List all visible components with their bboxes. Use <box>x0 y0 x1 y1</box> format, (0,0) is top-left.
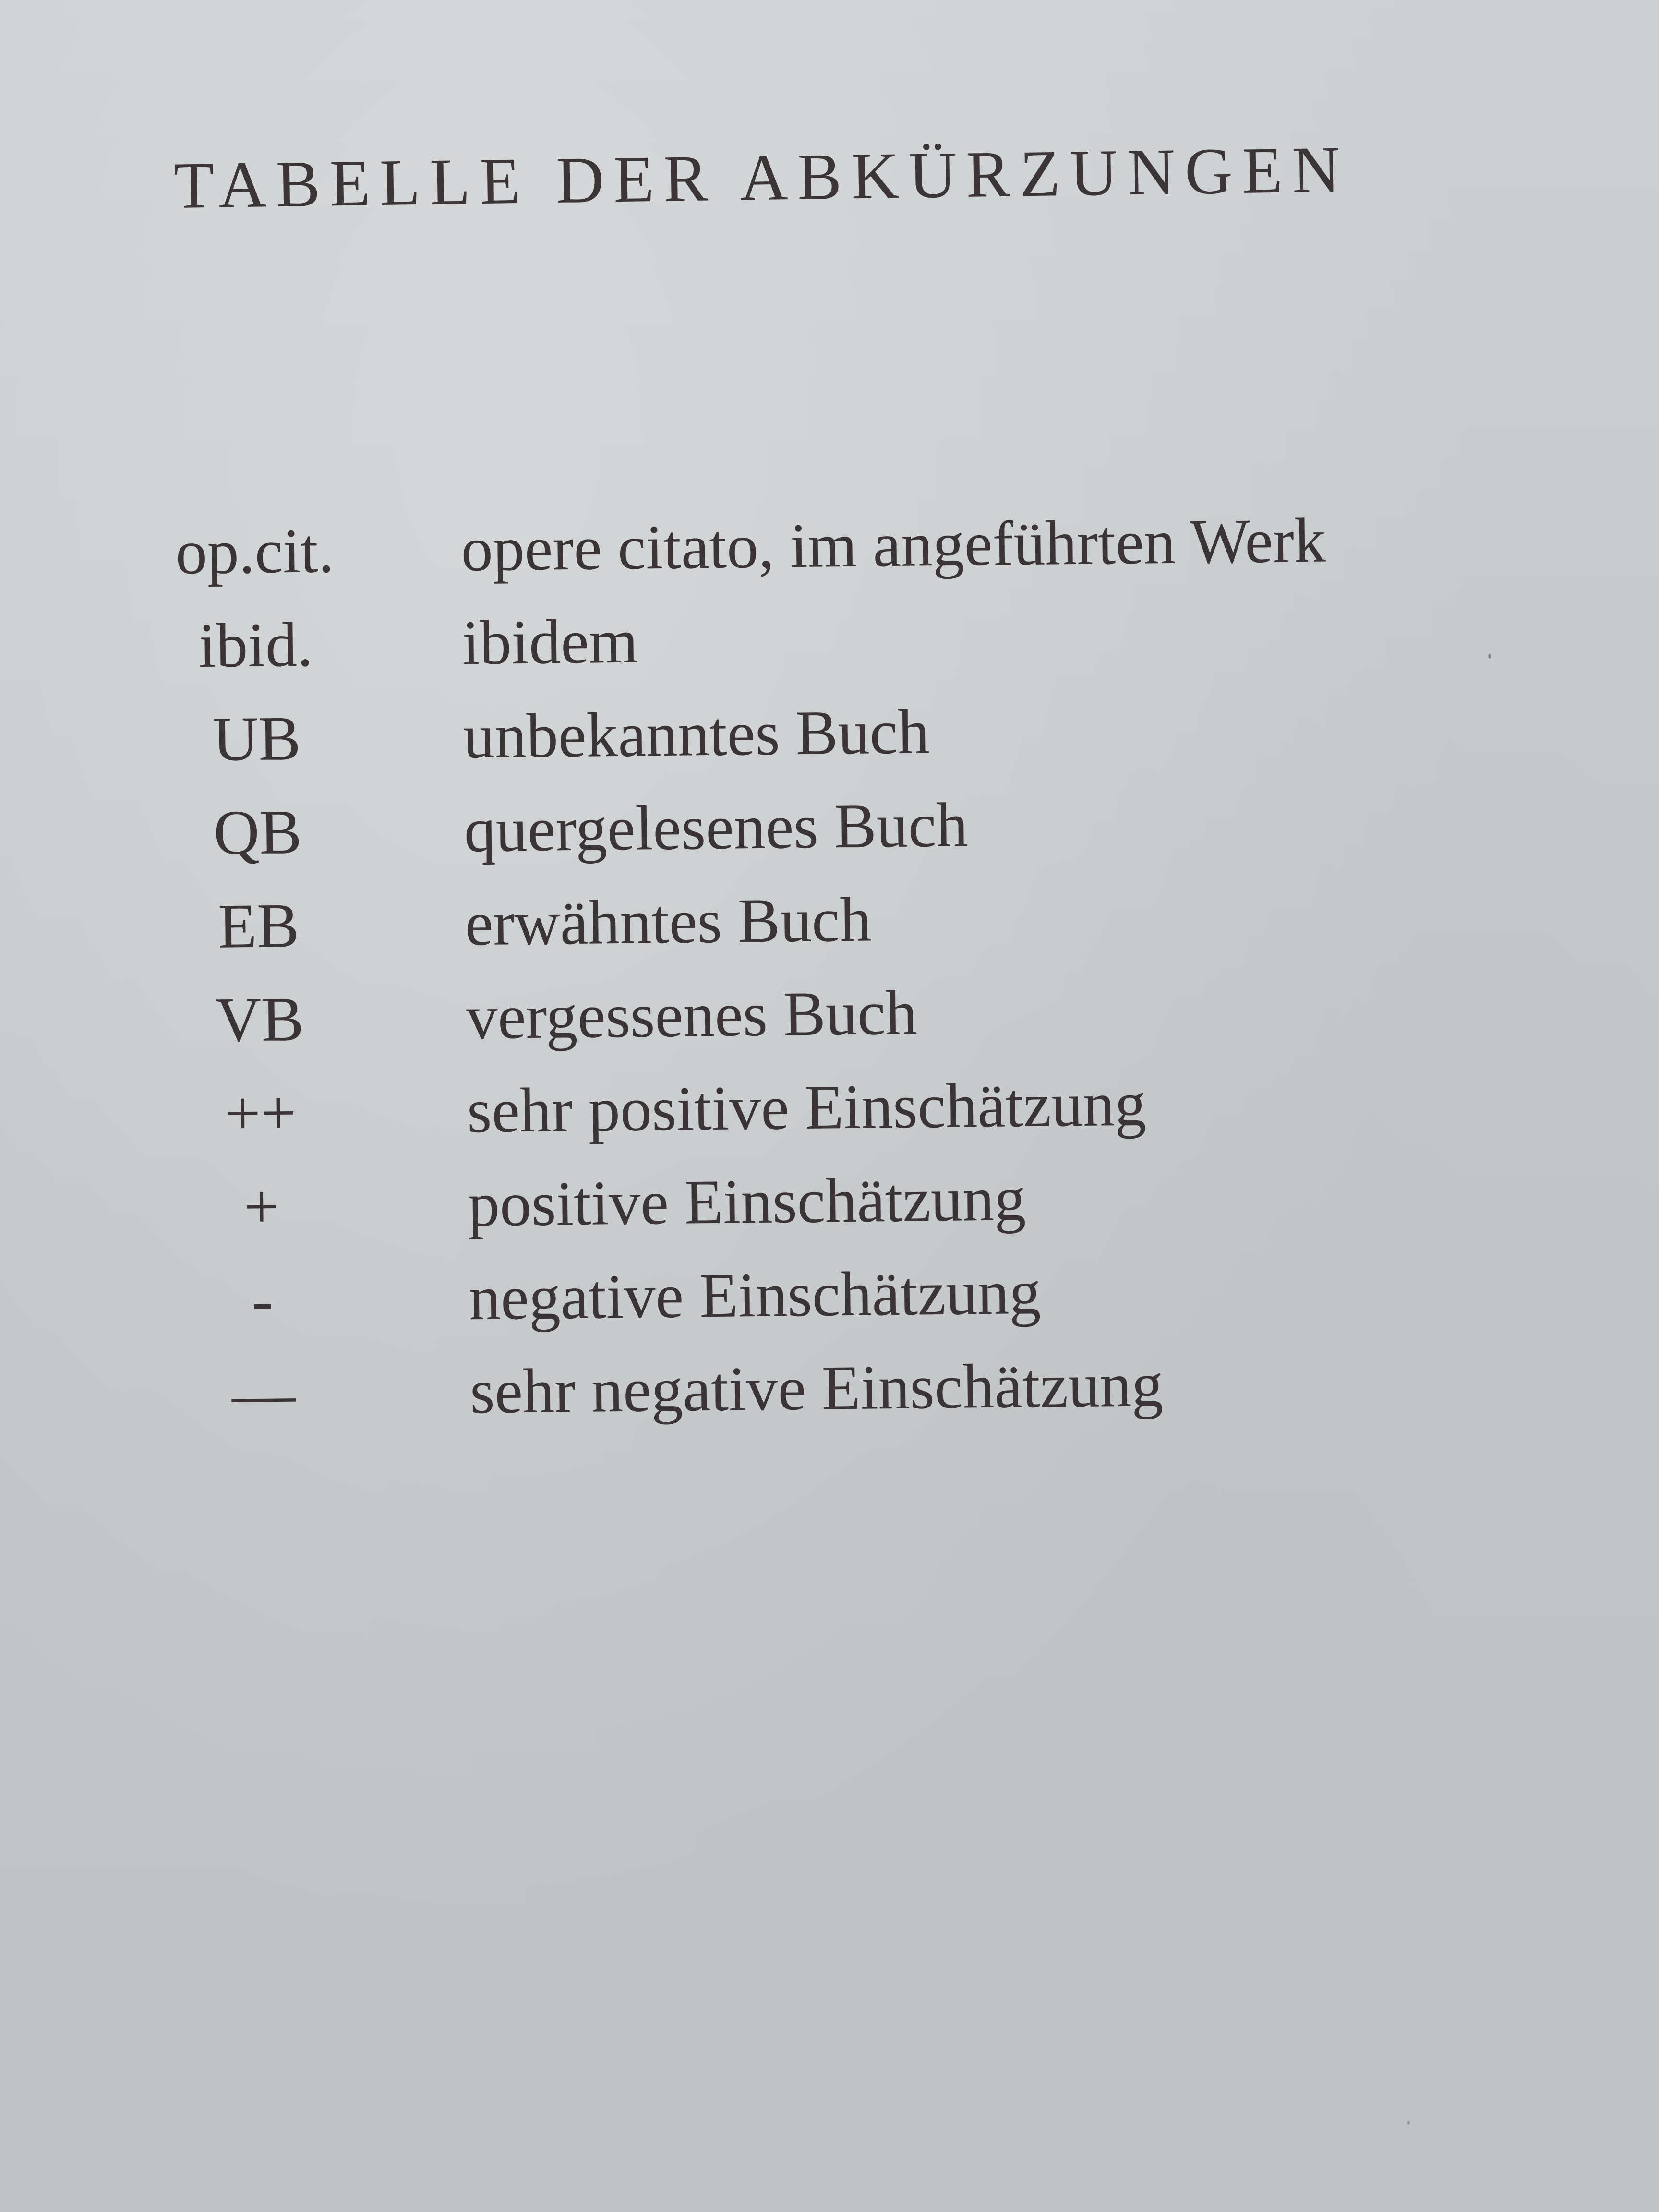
abbreviation-definition: sehr negative Einschätzung <box>469 1349 1164 1427</box>
abbreviation-term: op.cit. <box>175 515 335 588</box>
paper-speck <box>1407 2121 1410 2125</box>
abbreviation-row <box>166 1256 1511 1363</box>
abbreviation-term: - <box>252 1264 274 1336</box>
abbreviation-row <box>163 975 1508 1082</box>
abbreviation-term: ++ <box>224 1077 297 1149</box>
abbreviation-row <box>165 1162 1510 1270</box>
abbreviation-term: VB <box>215 983 304 1055</box>
abbreviation-term: + <box>243 1171 280 1242</box>
abbreviation-row <box>161 788 1506 895</box>
abbreviation-definition: quergelesenes Buch <box>464 789 969 866</box>
paper-speck <box>1488 654 1491 659</box>
abbreviation-row <box>164 1069 1509 1176</box>
abbreviation-definition: negative Einschätzung <box>469 1256 1041 1334</box>
abbreviation-definition: erwähntes Buch <box>465 884 872 959</box>
abbreviation-term: QB <box>213 796 302 868</box>
abbreviation-definition: vergessenes Buch <box>466 977 918 1053</box>
abbreviation-row <box>167 1349 1512 1457</box>
abbreviation-table <box>158 507 1512 1457</box>
abbreviation-definition: ibidem <box>461 605 639 678</box>
abbreviation-row <box>158 507 1503 614</box>
abbreviation-term: ibid. <box>198 609 313 681</box>
abbreviation-definition: unbekanntes Buch <box>462 696 930 772</box>
abbreviation-definition: opere citato, im angeführten Werk <box>460 505 1326 585</box>
abbreviation-term: EB <box>217 890 300 962</box>
abbreviation-row <box>162 881 1507 989</box>
abbreviation-term: UB <box>212 702 301 774</box>
abbreviation-term: — <box>231 1358 296 1430</box>
abbreviation-definition: sehr positive Einschätzung <box>467 1068 1147 1146</box>
abbreviation-row <box>159 601 1504 708</box>
page-title: TABELLE DER ABKÜRZUNGEN <box>173 132 1350 222</box>
abbreviation-row <box>160 694 1505 802</box>
abbreviation-definition: positive Einschätzung <box>468 1163 1026 1240</box>
